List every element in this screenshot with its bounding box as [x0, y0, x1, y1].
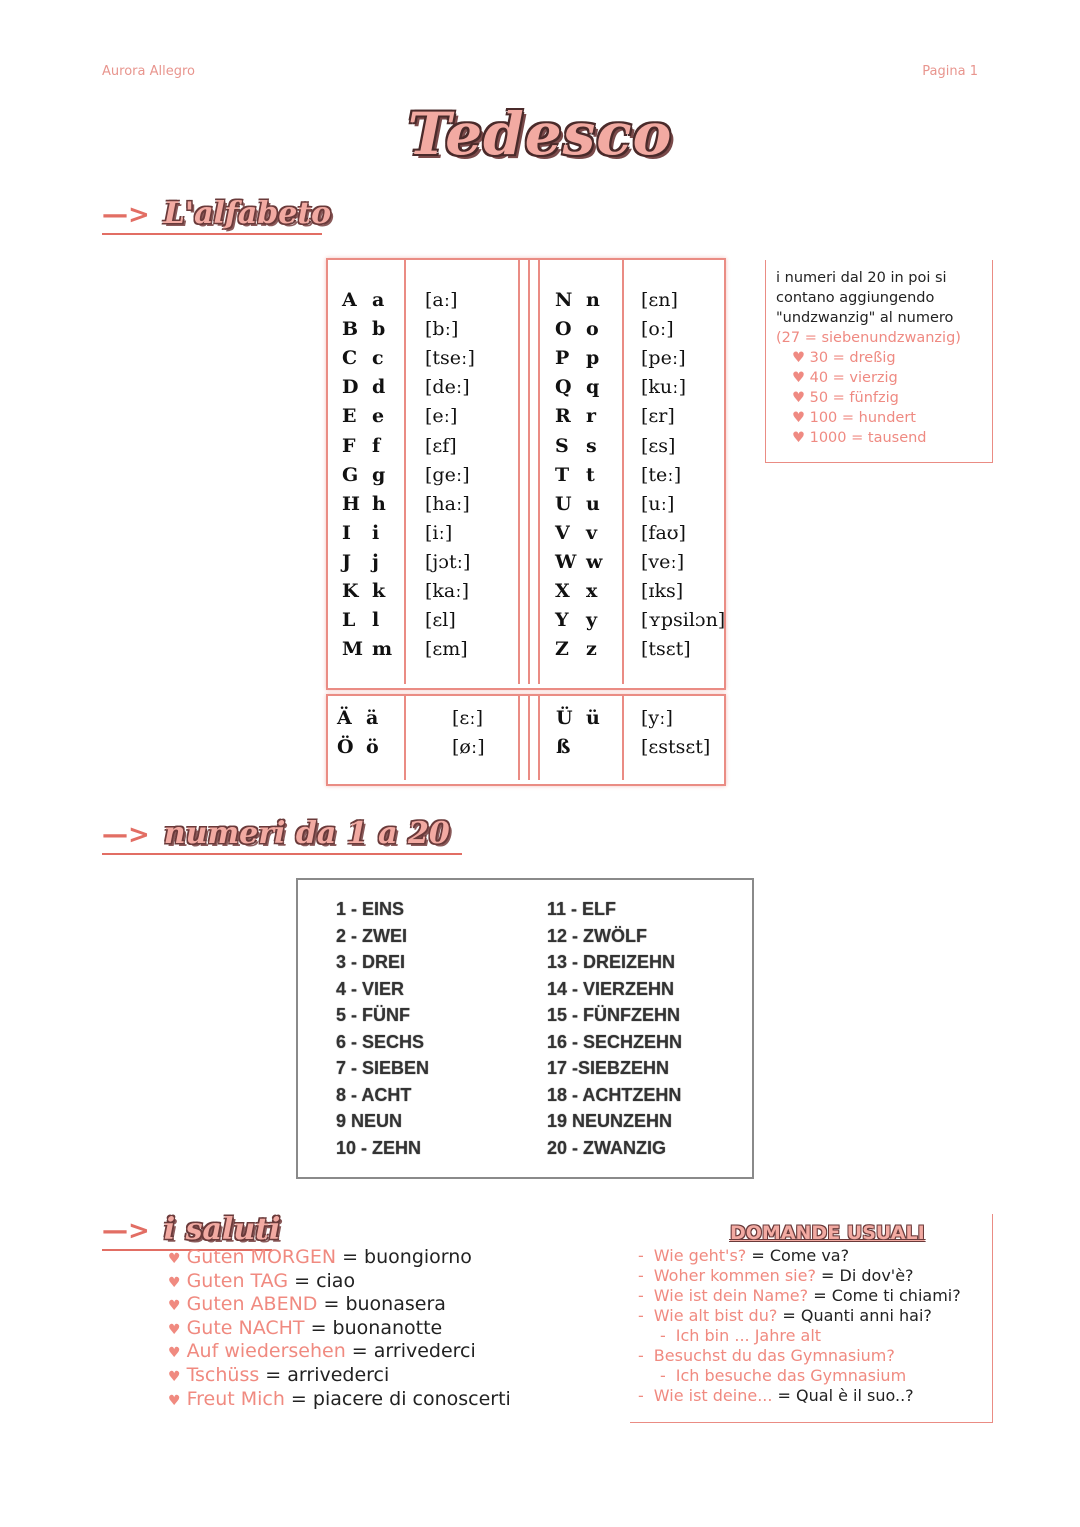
letter-upper: R — [555, 405, 571, 428]
dash-bullet: - — [638, 1286, 644, 1305]
number-item: 12 - ZWÖLF — [547, 925, 647, 946]
greeting-german: Freut Mich — [186, 1387, 285, 1410]
letter-pronunciation: [veː] — [641, 550, 685, 573]
number-item: 2 - ZWEI — [336, 925, 407, 946]
number-item: 10 - ZEHN — [336, 1137, 422, 1158]
number-item: 16 - SECHZEHN — [547, 1031, 683, 1052]
letter-pronunciation: [kuː] — [641, 376, 686, 399]
greeting-item — [168, 1317, 442, 1339]
greeting-separator: = — [345, 1340, 374, 1363]
greeting-separator: = — [336, 1246, 365, 1268]
letter-lower: w — [586, 550, 603, 573]
letter-lower: u — [586, 492, 600, 515]
letter-upper: Q — [555, 376, 572, 399]
letter-upper: P — [555, 347, 570, 370]
heart-bullet-icon: ♥ — [168, 1251, 181, 1267]
letter-upper: T — [555, 463, 570, 486]
letter-pronunciation: [faʊ] — [641, 521, 686, 544]
greeting-german: Guten ABEND — [186, 1293, 318, 1316]
number-item: 3 - DREI — [336, 952, 406, 972]
greeting-separator: = — [304, 1316, 333, 1339]
letter-upper: Ü — [556, 707, 573, 729]
dash-bullet: - — [660, 1366, 666, 1385]
letter-pronunciation: [oː] — [641, 318, 674, 341]
author-header: Aurora Allegro — [102, 64, 195, 79]
letter-lower: d — [372, 376, 386, 399]
page-number: Pagina 1 — [922, 64, 978, 79]
greeting-italian: ciao — [316, 1269, 356, 1292]
heart-bullet-icon: ♥ — [168, 1392, 181, 1409]
letter-lower: z — [586, 638, 597, 661]
numbers-table — [296, 878, 754, 1179]
letter-pronunciation: [peː] — [641, 347, 686, 370]
number-item: 8 - ACHT — [336, 1084, 412, 1105]
letter-pronunciation: [yː] — [641, 707, 673, 729]
greeting-german: Guten TAG — [186, 1269, 289, 1292]
letter-upper: K — [342, 580, 359, 602]
greeting-separator: = — [317, 1293, 346, 1316]
letter-upper: N — [555, 289, 573, 311]
greeting-german: Gute NACHT — [186, 1316, 305, 1339]
letter-pronunciation: [tsɛt] — [641, 638, 691, 661]
greeting-german: Tschüss — [186, 1364, 260, 1386]
question-italian: = Quanti anni hai? — [777, 1306, 932, 1325]
letter-lower: o — [586, 318, 599, 341]
question-item — [638, 1286, 961, 1305]
section-numeri — [102, 816, 450, 851]
greeting-separator: = — [284, 1387, 313, 1410]
letter-lower: s — [586, 434, 597, 457]
number-item: 13 - DREIZEHN — [547, 952, 676, 972]
letter-lower: h — [372, 492, 386, 515]
letter-pronunciation: [uː] — [641, 492, 675, 515]
heart-bullet-icon: ♥ — [168, 1274, 181, 1291]
greeting-item — [168, 1364, 389, 1386]
letter-upper: J — [342, 550, 351, 573]
letter-upper: X — [555, 580, 570, 602]
number-item: 4 - VIER — [336, 978, 405, 999]
question-german: Wie ist deine... — [653, 1386, 773, 1405]
letter-upper: Ö — [337, 736, 354, 758]
letter-lower: r — [586, 405, 597, 428]
letter-pronunciation: [deː] — [425, 376, 470, 399]
note-item: ♥ 30 = dreßig — [792, 350, 896, 366]
question-item — [638, 1346, 895, 1365]
letter-upper: C — [342, 347, 358, 370]
question-german: Wie ist dein Name? — [653, 1286, 809, 1305]
question-german: Wie geht's? — [653, 1246, 747, 1265]
letter-upper: Z — [555, 638, 569, 661]
note-item: ♥ 1000 = tausend — [792, 430, 927, 446]
greeting-item — [168, 1246, 472, 1268]
number-item: 11 - ELF — [547, 899, 617, 919]
letter-upper: I — [342, 521, 351, 544]
arrow-icon: —> — [102, 200, 150, 230]
dash-bullet: - — [638, 1346, 644, 1365]
letter-pronunciation: [ɪks] — [641, 580, 684, 602]
number-item: 14 - VIERZEHN — [547, 978, 675, 999]
number-item: 7 - SIEBEN — [336, 1058, 430, 1078]
question-italian: = Di dov'è? — [815, 1266, 914, 1285]
note-line: contano aggiungendo — [776, 290, 935, 306]
letter-pronunciation: [ɛf] — [425, 434, 457, 457]
greeting-italian: buonanotte — [332, 1316, 443, 1339]
letter-upper: W — [555, 550, 577, 573]
page-title: Tedesco — [407, 100, 673, 168]
greeting-item — [168, 1388, 511, 1410]
dash-bullet: - — [638, 1266, 644, 1285]
number-item: 20 - ZWANZIG — [547, 1137, 667, 1158]
letter-lower: i — [372, 521, 380, 544]
question-item — [638, 1246, 849, 1265]
number-item: 19 NEUNZEHN — [547, 1111, 673, 1131]
letter-pronunciation: [aː] — [425, 289, 458, 311]
note-box — [765, 260, 993, 463]
letter-pronunciation: [ɛl] — [425, 609, 456, 632]
question-italian: = Come ti chiami? — [808, 1286, 961, 1305]
greeting-italian: buonasera — [345, 1293, 446, 1316]
section-alfabeto — [102, 196, 331, 231]
number-item: 6 - SECHS — [336, 1031, 425, 1052]
letter-lower: a — [372, 289, 385, 311]
greeting-german: Auf wiedersehen — [186, 1340, 346, 1363]
dash-bullet: - — [638, 1306, 644, 1325]
note-item: ♥ 50 = fünfzig — [792, 390, 899, 406]
letter-lower: m — [372, 638, 393, 661]
greeting-separator: = — [259, 1364, 288, 1386]
question-item — [638, 1306, 932, 1325]
number-item: 15 - FÜNFZEHN — [547, 1005, 681, 1025]
letter-pronunciation: [ɛstsɛt] — [641, 736, 711, 758]
letter-upper: G — [342, 463, 359, 486]
letter-upper: V — [555, 521, 570, 544]
heart-bullet-icon: ♥ — [168, 1345, 181, 1362]
question-german: Woher kommen sie? — [653, 1266, 816, 1285]
greeting-item — [168, 1340, 476, 1362]
letter-upper: O — [555, 318, 572, 341]
letter-lower: g — [372, 463, 386, 486]
letter-pronunciation: [ɛː] — [452, 707, 484, 729]
letter-lower: b — [372, 318, 386, 341]
letter-lower: t — [586, 463, 595, 486]
letter-lower: v — [586, 521, 598, 544]
arrow-icon: —> — [102, 1216, 150, 1246]
note-line: "undzwanzig" al numero — [776, 310, 954, 326]
letter-upper: H — [342, 492, 360, 515]
letter-upper: F — [342, 434, 356, 457]
question-italian: = Qual è il suo..? — [772, 1386, 914, 1405]
note-example: (27 = siebenundzwanzig) — [776, 330, 961, 346]
letter-pronunciation: [tseː] — [425, 347, 475, 370]
letter-pronunciation: [eː] — [425, 405, 458, 428]
section-title: i saluti — [163, 1212, 281, 1247]
letter-pronunciation: [geː] — [425, 463, 470, 486]
question-italian: = Come va? — [746, 1246, 850, 1265]
letter-lower: ä — [366, 707, 379, 729]
heart-bullet-icon: ♥ — [168, 1321, 181, 1338]
greeting-item — [168, 1270, 355, 1292]
letter-pronunciation: [iː] — [425, 521, 453, 544]
letter-upper: B — [342, 318, 359, 341]
question-german: Ich besuche das Gymnasium — [675, 1366, 907, 1385]
letter-lower: c — [372, 347, 384, 370]
number-item: 5 - FÜNF — [336, 1005, 410, 1025]
letter-upper: Ä — [337, 707, 352, 729]
letter-upper: Y — [555, 609, 569, 632]
question-item — [638, 1386, 914, 1405]
letter-upper: D — [342, 376, 359, 399]
dash-bullet: - — [660, 1326, 666, 1345]
letter-lower: ö — [366, 736, 379, 758]
greeting-german: Guten MORGEN — [186, 1246, 337, 1268]
letter-lower: n — [586, 289, 600, 311]
number-item: 9 NEUN — [336, 1111, 403, 1131]
greeting-italian: buongiorno — [364, 1246, 472, 1268]
letter-pronunciation: [øː] — [452, 736, 485, 758]
letter-lower: x — [586, 580, 598, 602]
heart-bullet-icon: ♥ — [168, 1369, 181, 1385]
question-item — [638, 1266, 914, 1285]
letter-pronunciation: [jɔtː] — [425, 550, 471, 573]
note-item: ♥ 100 = hundert — [792, 410, 916, 426]
letter-upper: U — [555, 492, 572, 515]
letter-pronunciation: [ɛr] — [641, 405, 675, 428]
letter-lower: l — [372, 609, 380, 632]
greeting-italian: arrivederci — [287, 1364, 390, 1386]
dash-bullet: - — [638, 1386, 644, 1405]
section-title: numeri da 1 a 20 — [163, 816, 450, 851]
question-german: Besuchst du das Gymnasium? — [653, 1346, 895, 1365]
letter-pronunciation: [ʏpsilɔn] — [641, 609, 726, 632]
greeting-italian: piacere di conoscerti — [312, 1387, 511, 1410]
section-title: L'alfabeto — [163, 196, 332, 231]
letter-upper: L — [342, 609, 356, 632]
greeting-item — [168, 1293, 446, 1315]
letter-lower: j — [372, 550, 379, 573]
letter-lower: y — [586, 609, 598, 632]
note-line: i numeri dal 20 in poi si — [776, 270, 947, 286]
number-item: 17 -SIEBZEHN — [547, 1058, 670, 1078]
letter-lower: ü — [586, 707, 600, 729]
letter-upper: E — [342, 405, 357, 428]
greeting-separator: = — [288, 1269, 317, 1292]
letter-pronunciation: [ɛs] — [641, 434, 676, 457]
letter-lower: f — [372, 434, 381, 457]
question-german: Wie alt bist du? — [653, 1306, 778, 1325]
letter-upper: M — [342, 638, 364, 661]
dash-bullet: - — [638, 1246, 644, 1265]
question-item — [660, 1366, 906, 1385]
letter-pronunciation: [kaː] — [425, 580, 470, 602]
number-item: 1 - EINS — [336, 899, 405, 919]
question-item — [660, 1326, 821, 1345]
note-item: ♥ 40 = vierzig — [792, 370, 898, 386]
section-saluti — [102, 1212, 280, 1247]
letter-upper: A — [342, 289, 357, 311]
letter-upper: S — [555, 434, 569, 457]
number-item: 18 - ACHTZEHN — [547, 1084, 682, 1105]
arrow-icon: —> — [102, 820, 150, 850]
letter-pronunciation: [ɛm] — [425, 638, 468, 661]
letter-pronunciation: [teː] — [641, 463, 682, 486]
heart-bullet-icon: ♥ — [168, 1298, 181, 1315]
letter-lower: p — [586, 347, 600, 370]
greeting-italian: arrivederci — [373, 1340, 476, 1363]
letter-pronunciation: [haː] — [425, 492, 470, 515]
letter-lower: q — [586, 376, 600, 399]
domande-title: DOMANDE USUALI — [730, 1222, 925, 1244]
letter-pronunciation: [bː] — [425, 318, 459, 341]
letter-pronunciation: [ɛn] — [641, 289, 678, 311]
letter-lower: e — [372, 405, 385, 428]
letter-upper: ß — [556, 736, 571, 758]
letter-lower: k — [372, 580, 386, 602]
question-german: Ich bin ... Jahre alt — [675, 1326, 822, 1345]
